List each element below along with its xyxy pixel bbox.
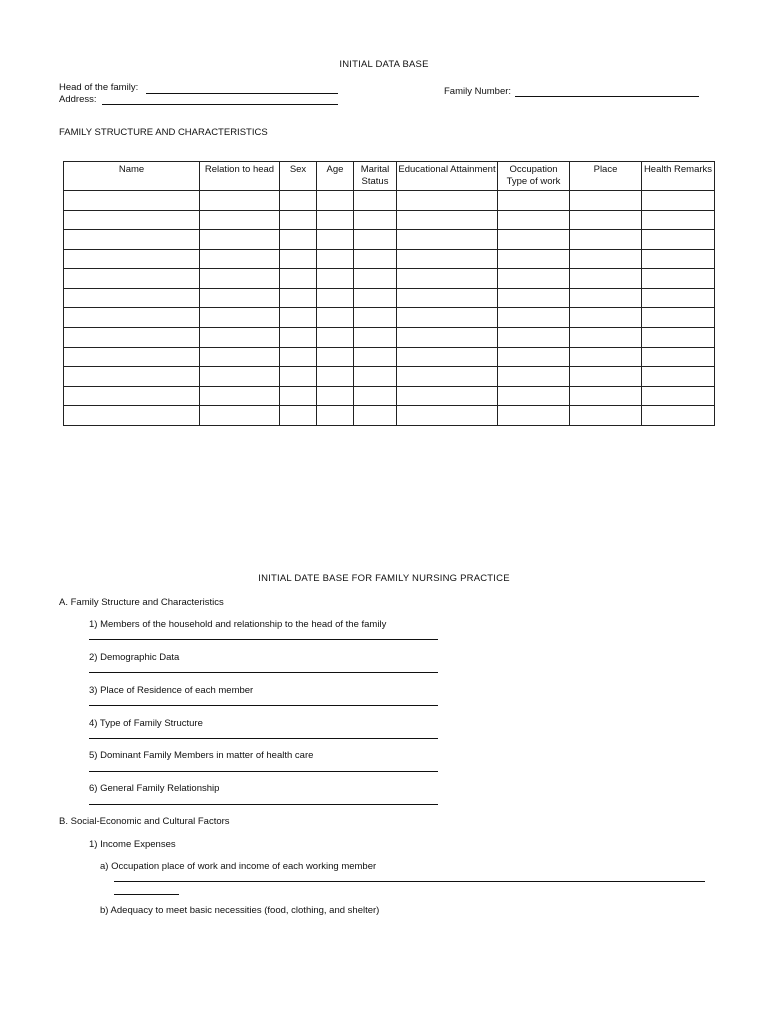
table-cell[interactable] bbox=[570, 386, 642, 406]
col-header-place: Place bbox=[570, 162, 642, 191]
table-cell[interactable] bbox=[200, 347, 280, 367]
table-cell[interactable] bbox=[354, 386, 397, 406]
sub-item-a: a) Occupation place of work and income of each working member bbox=[100, 861, 377, 872]
table-row bbox=[64, 308, 715, 328]
table-cell[interactable] bbox=[642, 249, 715, 269]
table-cell[interactable] bbox=[200, 230, 280, 250]
table-cell[interactable] bbox=[570, 308, 642, 328]
table-cell[interactable] bbox=[642, 210, 715, 230]
table-cell[interactable] bbox=[200, 328, 280, 348]
table-cell[interactable] bbox=[498, 288, 570, 308]
table-cell[interactable] bbox=[642, 347, 715, 367]
table-cell[interactable] bbox=[397, 347, 498, 367]
col-header-sex: Sex bbox=[280, 162, 317, 191]
item-a3-answer-line[interactable] bbox=[89, 705, 438, 706]
table-cell[interactable] bbox=[354, 191, 397, 211]
table-cell[interactable] bbox=[354, 347, 397, 367]
col-header-marital-status: Marital Status bbox=[354, 162, 397, 191]
address-field[interactable] bbox=[102, 104, 338, 105]
table-cell[interactable] bbox=[570, 269, 642, 289]
table-cell[interactable] bbox=[280, 386, 317, 406]
table-row bbox=[64, 367, 715, 387]
table-cell[interactable] bbox=[642, 269, 715, 289]
table-row bbox=[64, 347, 715, 367]
table-cell[interactable] bbox=[397, 406, 498, 426]
table-cell[interactable] bbox=[354, 308, 397, 328]
table-cell[interactable] bbox=[317, 308, 354, 328]
table-cell[interactable] bbox=[64, 386, 200, 406]
item-a2: 2) Demographic Data bbox=[89, 652, 180, 663]
table-cell[interactable] bbox=[280, 230, 317, 250]
table-cell[interactable] bbox=[200, 191, 280, 211]
table-cell[interactable] bbox=[570, 347, 642, 367]
table-row bbox=[64, 269, 715, 289]
table-row bbox=[64, 249, 715, 269]
table-cell[interactable] bbox=[280, 308, 317, 328]
table-cell[interactable] bbox=[64, 210, 200, 230]
table-cell[interactable] bbox=[280, 288, 317, 308]
table-cell[interactable] bbox=[317, 249, 354, 269]
table-cell[interactable] bbox=[397, 308, 498, 328]
table-header-row bbox=[64, 162, 715, 191]
table-cell[interactable] bbox=[570, 249, 642, 269]
col-header-occupation: Occupation Type of work bbox=[498, 162, 570, 191]
table-cell[interactable] bbox=[354, 367, 397, 387]
table-cell[interactable] bbox=[64, 347, 200, 367]
table-cell[interactable] bbox=[570, 210, 642, 230]
item-a3: 3) Place of Residence of each member bbox=[89, 685, 254, 696]
table-cell[interactable] bbox=[64, 288, 200, 308]
item-a5-answer-line[interactable] bbox=[89, 771, 438, 772]
item-a5: 5) Dominant Family Members in matter of health care bbox=[89, 750, 314, 761]
table-cell[interactable] bbox=[397, 269, 498, 289]
table-cell[interactable] bbox=[570, 406, 642, 426]
table-cell[interactable] bbox=[498, 230, 570, 250]
table-row bbox=[64, 406, 715, 426]
table-cell[interactable] bbox=[498, 367, 570, 387]
table-cell[interactable] bbox=[64, 328, 200, 348]
table-cell[interactable] bbox=[397, 249, 498, 269]
table-cell[interactable] bbox=[397, 367, 498, 387]
sub-item-a-answer-line-2[interactable] bbox=[114, 894, 179, 895]
table-cell[interactable] bbox=[200, 308, 280, 328]
table-cell[interactable] bbox=[397, 230, 498, 250]
table-cell[interactable] bbox=[642, 367, 715, 387]
table-cell[interactable] bbox=[397, 210, 498, 230]
item-a4: 4) Type of Family Structure bbox=[89, 718, 203, 729]
table-cell[interactable] bbox=[280, 210, 317, 230]
table-cell[interactable] bbox=[317, 347, 354, 367]
table-cell[interactable] bbox=[317, 269, 354, 289]
table-cell[interactable] bbox=[64, 308, 200, 328]
table-cell[interactable] bbox=[280, 249, 317, 269]
sub-item-a-answer-line[interactable] bbox=[114, 881, 705, 882]
table-cell[interactable] bbox=[498, 210, 570, 230]
table-cell[interactable] bbox=[570, 230, 642, 250]
table-cell[interactable] bbox=[317, 328, 354, 348]
col-header-age: Age bbox=[317, 162, 354, 191]
table-cell[interactable] bbox=[354, 269, 397, 289]
col-header-health: Health Remarks bbox=[642, 162, 715, 191]
page-title: INITIAL DATA BASE bbox=[339, 59, 429, 70]
table-cell[interactable] bbox=[64, 249, 200, 269]
item-a6: 6) General Family Relationship bbox=[89, 783, 220, 794]
item-a2-answer-line[interactable] bbox=[89, 672, 438, 673]
table-cell[interactable] bbox=[280, 269, 317, 289]
table-cell[interactable] bbox=[64, 269, 200, 289]
table-cell[interactable] bbox=[498, 308, 570, 328]
table-cell[interactable] bbox=[498, 386, 570, 406]
table-cell[interactable] bbox=[498, 249, 570, 269]
table-cell[interactable] bbox=[397, 328, 498, 348]
table-cell[interactable] bbox=[498, 328, 570, 348]
table-cell[interactable] bbox=[280, 367, 317, 387]
table-cell[interactable] bbox=[498, 191, 570, 211]
table-cell[interactable] bbox=[354, 210, 397, 230]
table-cell[interactable] bbox=[570, 367, 642, 387]
head-of-family-field[interactable] bbox=[146, 93, 338, 94]
table-cell[interactable] bbox=[642, 386, 715, 406]
table-cell[interactable] bbox=[200, 386, 280, 406]
table-cell[interactable] bbox=[64, 191, 200, 211]
table-cell[interactable] bbox=[397, 386, 498, 406]
table-cell[interactable] bbox=[397, 288, 498, 308]
table-row bbox=[64, 210, 715, 230]
table-cell[interactable] bbox=[397, 191, 498, 211]
address-label: Address: bbox=[59, 94, 97, 105]
table-cell[interactable] bbox=[498, 269, 570, 289]
table-cell[interactable] bbox=[570, 328, 642, 348]
table-cell[interactable] bbox=[200, 288, 280, 308]
section-b-heading: B. Social-Economic and Cultural Factors bbox=[59, 816, 230, 827]
item-b1: 1) Income Expenses bbox=[89, 839, 176, 850]
table-cell[interactable] bbox=[354, 249, 397, 269]
table-cell[interactable] bbox=[64, 230, 200, 250]
table-cell[interactable] bbox=[570, 288, 642, 308]
table-cell[interactable] bbox=[354, 406, 397, 426]
item-a1-answer-line[interactable] bbox=[89, 639, 438, 640]
table-cell[interactable] bbox=[317, 386, 354, 406]
table-cell[interactable] bbox=[642, 308, 715, 328]
table-cell[interactable] bbox=[354, 230, 397, 250]
col-header-name: Name bbox=[64, 162, 200, 191]
table-cell[interactable] bbox=[280, 347, 317, 367]
table-row bbox=[64, 230, 715, 250]
table-cell[interactable] bbox=[317, 210, 354, 230]
table-cell[interactable] bbox=[280, 328, 317, 348]
table-cell[interactable] bbox=[200, 367, 280, 387]
table-cell[interactable] bbox=[64, 406, 200, 426]
item-a1: 1) Members of the household and relationship to the head of the family bbox=[89, 619, 387, 630]
section-title: FAMILY STRUCTURE AND CHARACTERISTICS bbox=[59, 127, 268, 138]
table-cell[interactable] bbox=[498, 406, 570, 426]
sub-item-b: b) Adequacy to meet basic necessities (food, clothing, and shelter) bbox=[100, 905, 380, 916]
table-cell[interactable] bbox=[642, 230, 715, 250]
table-cell[interactable] bbox=[317, 288, 354, 308]
table-cell[interactable] bbox=[498, 347, 570, 367]
head-of-family-label: Head of the family: bbox=[59, 82, 139, 93]
table-row bbox=[64, 288, 715, 308]
col-header-education: Educational Attainment bbox=[397, 162, 498, 191]
table-cell[interactable] bbox=[64, 367, 200, 387]
family-number-label: Family Number: bbox=[444, 86, 512, 97]
section-a-heading: A. Family Structure and Characteristics bbox=[59, 597, 224, 608]
table-row bbox=[64, 191, 715, 211]
table-cell[interactable] bbox=[317, 367, 354, 387]
table-cell[interactable] bbox=[642, 191, 715, 211]
table-cell[interactable] bbox=[280, 191, 317, 211]
table-cell[interactable] bbox=[200, 210, 280, 230]
table-cell[interactable] bbox=[642, 328, 715, 348]
table-cell[interactable] bbox=[642, 406, 715, 426]
table-cell[interactable] bbox=[570, 191, 642, 211]
table-row bbox=[64, 386, 715, 406]
item-a4-answer-line[interactable] bbox=[89, 738, 438, 739]
table-cell[interactable] bbox=[354, 328, 397, 348]
family-number-field[interactable] bbox=[515, 96, 699, 97]
table-cell[interactable] bbox=[200, 406, 280, 426]
table-cell[interactable] bbox=[280, 406, 317, 426]
table-cell[interactable] bbox=[317, 230, 354, 250]
practice-title: INITIAL DATE BASE FOR FAMILY NURSING PRACTICE bbox=[258, 573, 510, 584]
table-row bbox=[64, 328, 715, 348]
table-cell[interactable] bbox=[354, 288, 397, 308]
table-cell[interactable] bbox=[642, 288, 715, 308]
table-cell[interactable] bbox=[317, 191, 354, 211]
table-cell[interactable] bbox=[317, 406, 354, 426]
item-a6-answer-line[interactable] bbox=[89, 804, 438, 805]
table-cell[interactable] bbox=[200, 269, 280, 289]
table-cell[interactable] bbox=[200, 249, 280, 269]
family-structure-table bbox=[63, 161, 715, 426]
col-header-relation: Relation to head bbox=[200, 162, 280, 191]
